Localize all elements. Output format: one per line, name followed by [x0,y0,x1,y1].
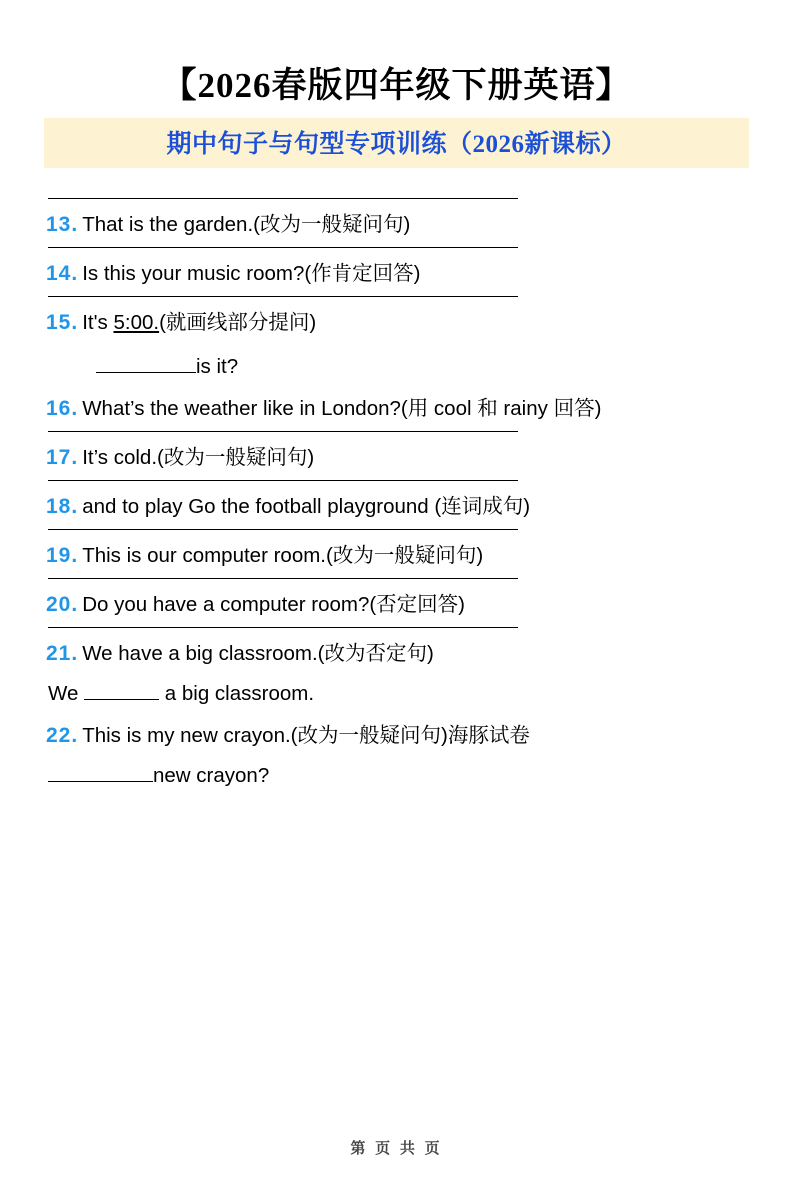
answer-line[interactable] [48,296,518,297]
question-number: 16. [46,397,79,420]
worksheet-page [0,58,793,1180]
question-block-22 [46,716,747,796]
question-text: That is the garden.(改为一般疑问句) [82,213,411,236]
question-block-13 [46,198,747,245]
question-number: 19. [46,544,79,567]
question-text: We have a big classroom.(改为否定句) [82,642,434,665]
question-instruction: (就画线部分提问) [159,311,317,334]
question-number: 20. [46,593,79,616]
answer-row-22 [46,756,747,796]
question-line [46,205,747,245]
answer-text-post: a big classroom. [159,682,315,705]
question-text: Is this your music room?(作肯定回答) [82,262,421,285]
question-number: 21. [46,642,79,665]
question-block-21 [46,627,747,714]
question-block-14 [46,247,747,294]
question-number: 22. [46,724,79,747]
question-text: This is my new crayon.(改为一般疑问句)海豚试卷 [82,724,530,747]
answer-line[interactable] [48,247,518,248]
question-text: Do you have a computer room?(否定回答) [82,593,466,616]
answer-text-pre: We [48,682,85,705]
question-text: This is our computer room.(改为一般疑问句) [82,544,484,567]
fill-blank[interactable] [48,764,153,782]
answer-line[interactable] [48,627,518,628]
question-block-20 [46,578,747,625]
question-number: 18. [46,495,79,518]
subtitle-text: 期中句子与句型专项训练（2026新课标） [166,131,627,158]
question-line [46,438,747,478]
question-text: It’s cold.(改为一般疑问句) [82,446,315,469]
question-block-18 [46,480,747,527]
answer-text: is it? [196,355,239,378]
question-line [46,487,747,527]
question-block-17 [46,431,747,478]
question-line [46,254,747,294]
question-line [46,634,747,674]
page-footer: 第 页 共 页 [350,1141,443,1157]
question-number: 13. [46,213,79,236]
answer-line[interactable] [48,480,518,481]
question-line [46,585,747,625]
question-text: and to play Go the football playground (连词成句) [82,495,531,518]
question-number: 14. [46,262,79,285]
question-line [46,389,747,429]
question-line [46,716,747,756]
answer-row-15 [46,347,747,387]
subtitle-banner [44,118,749,168]
answer-line[interactable] [48,578,518,579]
question-block-19 [46,529,747,576]
answer-row-21 [46,674,747,714]
answer-line[interactable] [48,529,518,530]
question-underlined-part: 5:00. [113,311,160,334]
fill-blank[interactable] [84,682,159,700]
answer-line[interactable] [48,198,518,199]
question-number: 17. [46,446,79,469]
question-line [46,303,747,343]
question-block-15 [46,296,747,387]
question-block-16 [46,389,747,429]
question-text-pre: It's [82,311,114,334]
question-line [46,536,747,576]
question-number: 15. [46,311,79,334]
fill-blank[interactable] [96,355,196,373]
question-text: What’s the weather like in London?(用 cool 和 rainy 回答) [82,397,602,420]
answer-text-post: new crayon? [153,764,270,787]
page-title: 【2026春版四年级下册英语】 [161,66,632,105]
answer-line[interactable] [48,431,518,432]
